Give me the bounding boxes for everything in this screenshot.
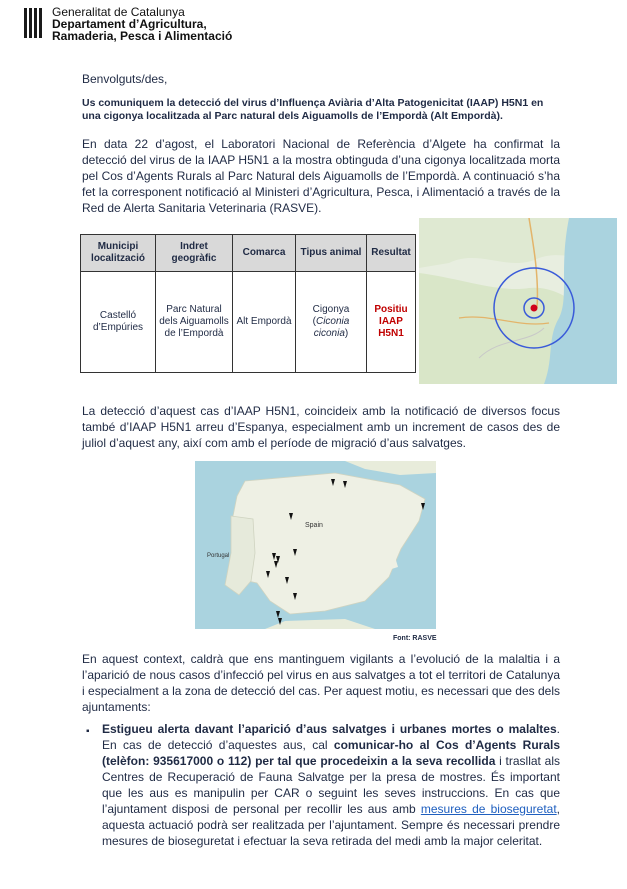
detection-area-map [419,218,617,384]
detection-point [531,305,538,312]
letterhead-line2: Departament d’Agricultura, [52,17,207,31]
cell-animal [296,272,367,373]
letterhead-line3: Ramaderia, Pesca i Alimentació [52,29,233,43]
greeting: Benvolguts/des, [82,72,168,86]
th-comarca: Comarca [233,235,296,272]
animal-scientific: Ciconia ciconia [313,316,350,339]
label-portugal: Portugal [207,553,230,559]
bullet-text-1: . En cas de detecció d’aquestes aus, cal [102,722,560,752]
bullet-text-2: i trasllat als Centres de Recuperació de Fauna Salvatge per la presa de mostres. És important que les aus es manipulin per CAR o seguint les seves instruccions. En cas que l’ajuntament disposi de personal per recollir les aus amb [102,754,560,816]
animal-common: Cigonya ( [312,304,350,327]
table-row [81,272,416,373]
cell-resultat: Positiu IAAP H5N1 [367,272,416,373]
th-indret: Indret geogràfic [156,235,233,272]
paragraph-3: En aquest context, caldrà que ens mantinguem vigilants a l’evolució de la malaltia i a l’aparició de nous casos d’infecció pel virus en aus salvatges a tot el territori de Catalunya i especialment a la zona de detecció del cas. Per aquest motiu, es necessari que des dels ajuntaments: [82,652,560,714]
map-source: Font: RASVE [393,635,437,642]
animal-close: ) [344,328,349,339]
generalitat-logo-icon [24,8,46,38]
subject: Us comuniquem la detecció del virus d’Influença Aviària d’Alta Patogenicitat (IAAP) H5N1 en una cigonya localitzada al Parc natural dels Aiguamolls de l’Empordà (Alt Empordà). [82,97,544,122]
bullet-marker: ▪ [86,726,90,737]
bullet-text-3: , aquesta actuació podrà ser realitzada per l’ajuntament. Sempre és necessari prendre mesures de bioseguretat i efectuar la seva retirada del medi amb la major celeritat. [102,802,561,848]
label-spain: Spain [305,522,323,529]
table-header-row [81,235,416,272]
cases-table [80,234,416,373]
th-resultat: Resultat [367,235,416,272]
cell-comarca: Alt Empordà [233,272,296,373]
bullet-bold-2: comunicar-ho al Cos d’Agents Rurals (telèfon: 935617000 o 112) per tal que procedeixin a la seva recollida [102,738,561,768]
cell-indret: Parc Natural dels Aiguamolls de l’Empordà [156,272,233,373]
th-tipus: Tipus animal [296,235,367,272]
letterhead-line1: Generalitat de Catalunya [52,5,185,19]
bullet-bold-1: Estigueu alerta davant l’aparició d’aus salvatges i urbanes mortes o malaltes [102,722,557,736]
th-municipi: Municipi localització [81,235,156,272]
bullet-paragraph [102,721,560,849]
cell-municipi: Castelló d’Empúries [81,272,156,373]
letterhead-text [52,6,232,42]
spain-outbreaks-map [195,461,436,629]
letterhead [24,5,233,43]
biosecurity-link[interactable]: mesures de bioseguretat [420,802,557,816]
paragraph-2: La detecció d’aquest cas d’IAAP H5N1, coincideix amb la notificació de diversos focus també d’IAAP H5N1 arreu d’Espanya, especialment amb un increment de casos des de juliol d’aquest any, així com amb el període de migració d’aus salvatges. [82,404,560,450]
paragraph-1: En data 22 d’agost, el Laboratori Nacional de Referència d’Algete ha confirmat la detecció del virus de la IAAP H5N1 a la mostra obtinguda d’una cigonya localitzada morta pel Cos d’Agents Rurals al Parc Natural dels Aiguamolls de l’Empordà. A continuació s’ha fet la corresponent notificació al Ministeri d’Agricultura, Pesca, i Alimentació a través de la Red de Alerta Sanitaria Veterinaria (RASVE). [82,137,560,215]
